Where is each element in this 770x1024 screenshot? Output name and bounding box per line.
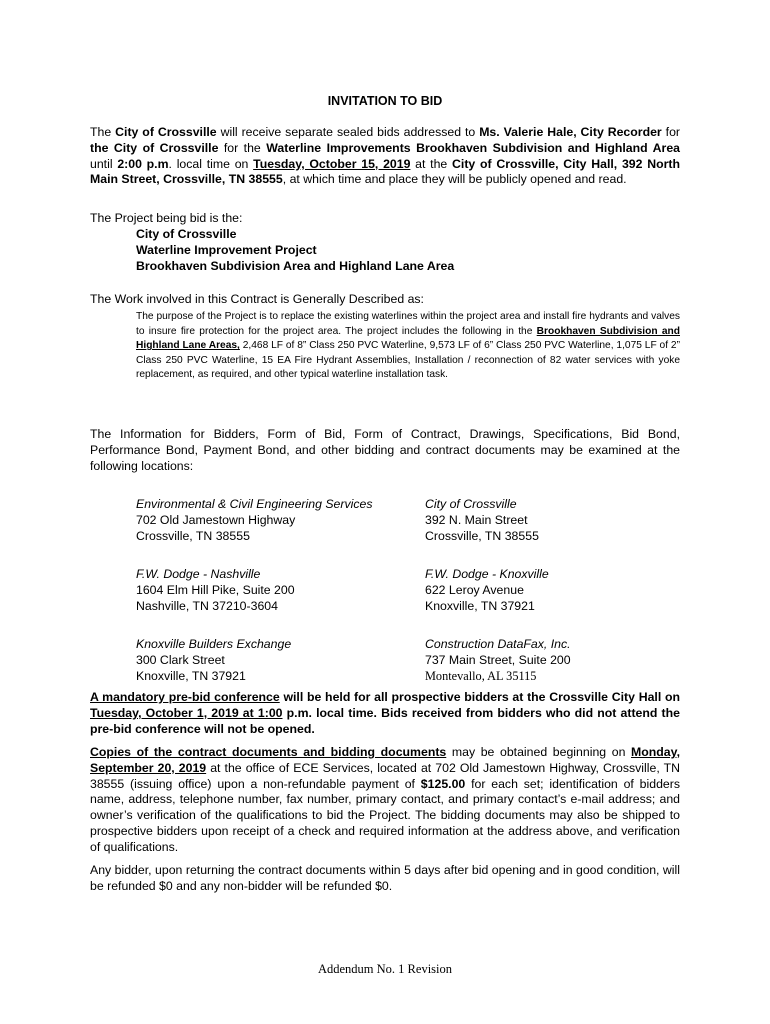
location-name: Construction DataFax, Inc. xyxy=(425,637,571,651)
location-line: 737 Main Street, Suite 200 xyxy=(425,652,571,667)
location-line: Nashville, TN 37210-3604 xyxy=(136,598,278,613)
location-name: F.W. Dodge - Nashville xyxy=(136,567,261,581)
location-ece xyxy=(136,497,372,544)
location-dodge-nashville xyxy=(136,567,295,614)
location-line: 300 Clark Street xyxy=(136,652,225,667)
location-line: 622 Leroy Avenue xyxy=(425,582,524,597)
intro-paragraph: The City of Crossville will receive separate sealed bids addressed to Ms. Valerie Hale, City Recorder for the City of Crossville for the Waterline Improvements Brookhaven Subdivision and Highland Area until 2:00 p.m. local time on Tuesday, October 15, 2019 at the City of Crossville, City Hall, 392 North Main Street, Crossville, TN 38555, at which time and place they will be publicly opened and read. xyxy=(90,125,681,187)
location-line: Crossville, TN 38555 xyxy=(425,528,539,543)
info-paragraph: The Information for Bidders, Form of Bid, Form of Contract, Drawings, Specifications, Bid Bond, Performance Bond, Payment Bond, and other bidding and contract documents may be examined at the following locations: xyxy=(90,427,680,473)
work-description: The purpose of the Project is to replace the existing waterlines within the project area and install fire hydrants and valves to insure fire protection for the project area. The project includes the following in the Brookhaven Subdivision and Highland Lane Areas, 2,468 LF of 8” Class 250 PVC Waterline, 9,573 LF of 6” Class 250 PVC Waterline, 1,075 LF of 2” Class 250 PVC Waterline, 15 EA Fire Hydrant Assemblies, Installation / reconnection of 82 water services with yoke replacement, as required, and other typical waterline installation task. xyxy=(136,311,680,381)
location-line: Knoxville, TN 37921 xyxy=(425,598,535,613)
refund-paragraph: Any bidder, upon returning the contract documents within 5 days after bid opening and in good condition, will be refunded $0 and any non-bidder will be refunded $0. xyxy=(90,863,680,893)
location-name: Knoxville Builders Exchange xyxy=(136,637,292,651)
location-line: 702 Old Jamestown Highway xyxy=(136,512,296,527)
work-label: The Work involved in this Contract is Generally Described as: xyxy=(90,292,424,306)
project-line-1: City of Crossville xyxy=(136,227,237,241)
project-line-2: Waterline Improvement Project xyxy=(136,243,317,257)
location-datafax xyxy=(425,637,571,684)
page-title: INVITATION TO BID xyxy=(327,94,443,108)
page-footer: Addendum No. 1 Revision xyxy=(317,962,453,976)
location-line: 1604 Elm Hill Pike, Suite 200 xyxy=(136,582,295,597)
location-name: City of Crossville xyxy=(425,497,517,511)
location-name: F.W. Dodge - Knoxville xyxy=(425,567,549,581)
location-name: Environmental & Civil Engineering Services xyxy=(136,497,373,511)
project-label: The Project being bid is the: xyxy=(90,211,243,225)
project-line-3: Brookhaven Subdivision Area and Highland Lane Area xyxy=(136,259,455,273)
location-dodge-knoxville xyxy=(425,567,549,614)
location-line: 392 N. Main Street xyxy=(425,512,528,527)
location-line: Knoxville, TN 37921 xyxy=(136,668,246,683)
location-knoxville-builders xyxy=(136,637,291,684)
copies-paragraph: Copies of the contract documents and bidding documents may be obtained beginning on Monday, September 20, 2019 at the office of ECE Services, located at 702 Old Jamestown Highway, Crossville, TN 38555 (issuing office) upon a non-refundable payment of $125.00 for each set; identification of bidders name, address, telephone number, fax number, primary contact, and primary contact’s e-mail address; and owner’s verification of the qualifications to bid the Project. The bidding documents may also be shipped to prospective bidders upon receipt of a check and required information at the address above, and verification of qualifications. xyxy=(90,745,680,854)
location-line: Montevallo, AL 35115 xyxy=(425,668,537,683)
prebid-paragraph: A mandatory pre-bid conference will be held for all prospective bidders at the Crossville City Hall on Tuesday, October 1, 2019 at 1:00 p.m. local time. Bids received from bidders who did not attend the pre-bid conference will not be opened. xyxy=(90,690,680,736)
location-line: Crossville, TN 38555 xyxy=(136,528,250,543)
location-city xyxy=(425,497,539,544)
